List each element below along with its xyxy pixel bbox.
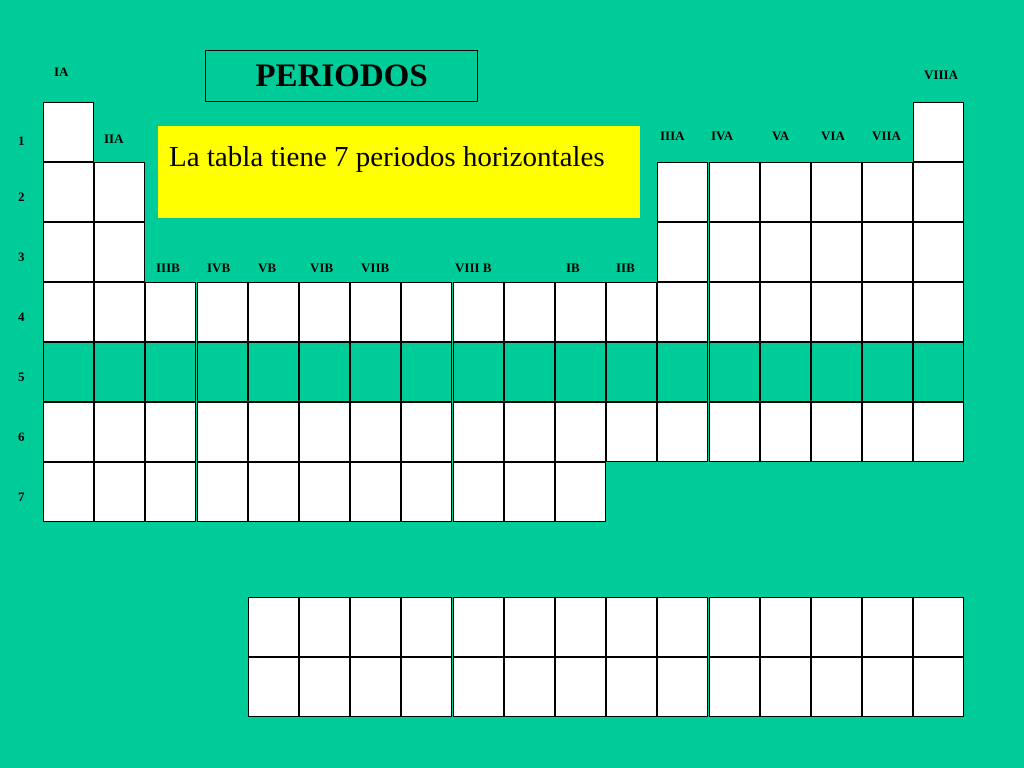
group-label-viiib: VIII B [455, 260, 492, 275]
element-cell [248, 342, 299, 402]
period-number: 5 [18, 369, 25, 384]
element-cell [248, 657, 299, 717]
element-cell [657, 342, 708, 402]
element-cell [453, 462, 504, 522]
element-cell [94, 162, 145, 222]
element-cell [913, 402, 964, 462]
element-cell [401, 462, 452, 522]
element-cell [350, 402, 401, 462]
element-cell [555, 657, 606, 717]
element-cell [145, 342, 196, 402]
element-cell [145, 282, 196, 342]
element-cell [453, 597, 504, 657]
element-cell [709, 402, 760, 462]
element-cell [862, 282, 913, 342]
group-label-vb: VB [258, 260, 277, 275]
element-cell [43, 162, 94, 222]
element-cell [94, 222, 145, 282]
element-cell [197, 402, 248, 462]
callout-text: La tabla tiene 7 periodos horizontales [169, 141, 605, 173]
element-cell [197, 342, 248, 402]
period-number: 2 [18, 189, 25, 204]
element-cell [862, 597, 913, 657]
element-cell [453, 342, 504, 402]
element-cell [453, 282, 504, 342]
element-cell [657, 162, 708, 222]
element-cell [862, 342, 913, 402]
element-cell [657, 597, 708, 657]
element-cell [913, 102, 964, 162]
element-cell [197, 282, 248, 342]
element-cell [555, 462, 606, 522]
element-cell [606, 282, 657, 342]
element-cell [606, 657, 657, 717]
element-cell [504, 657, 555, 717]
element-cell [606, 342, 657, 402]
element-cell [401, 402, 452, 462]
element-cell [760, 282, 811, 342]
element-cell [94, 282, 145, 342]
element-cell [299, 342, 350, 402]
element-cell [350, 462, 401, 522]
element-cell [913, 342, 964, 402]
element-cell [862, 657, 913, 717]
element-cell [811, 222, 862, 282]
element-cell [43, 342, 94, 402]
element-cell [913, 162, 964, 222]
group-label-iia: IIA [104, 131, 124, 146]
element-cell [248, 282, 299, 342]
group-label-viib: VIIB [361, 260, 390, 275]
group-label-ivb: IVB [207, 260, 231, 275]
element-cell [94, 342, 145, 402]
element-cell [709, 222, 760, 282]
element-cell [453, 657, 504, 717]
element-cell [862, 222, 913, 282]
element-cell [760, 222, 811, 282]
element-cell [555, 282, 606, 342]
element-cell [248, 402, 299, 462]
element-cell [913, 222, 964, 282]
element-cell [811, 402, 862, 462]
element-cell [43, 222, 94, 282]
element-cell [197, 462, 248, 522]
element-cell [811, 282, 862, 342]
element-cell [555, 342, 606, 402]
element-cell [350, 597, 401, 657]
period-number: 4 [18, 309, 25, 324]
element-cell [504, 597, 555, 657]
group-label-iib: IIB [616, 260, 635, 275]
element-cell [657, 222, 708, 282]
element-cell [145, 402, 196, 462]
element-cell [299, 282, 350, 342]
element-cell [760, 402, 811, 462]
group-label-vib: VIB [310, 260, 334, 275]
element-cell [504, 462, 555, 522]
element-cell [760, 342, 811, 402]
element-cell [43, 402, 94, 462]
element-cell [401, 597, 452, 657]
group-label-viia: VIIA [872, 128, 901, 143]
element-cell [709, 162, 760, 222]
period-number: 7 [18, 489, 25, 504]
element-cell [504, 342, 555, 402]
group-label-viiia: VIIIA [924, 67, 958, 82]
element-cell [401, 657, 452, 717]
element-cell [43, 102, 94, 162]
element-cell [913, 282, 964, 342]
period-number: 1 [18, 133, 25, 148]
element-cell [760, 597, 811, 657]
element-cell [504, 282, 555, 342]
group-label-va: VA [772, 128, 790, 143]
element-cell [555, 402, 606, 462]
element-cell [709, 657, 760, 717]
element-cell [862, 162, 913, 222]
element-cell [657, 402, 708, 462]
period-number: 6 [18, 429, 25, 444]
callout-box [158, 126, 640, 218]
element-cell [555, 597, 606, 657]
element-cell [811, 162, 862, 222]
element-cell [145, 462, 196, 522]
element-cell [248, 597, 299, 657]
group-label-ia: IA [54, 64, 69, 79]
element-cell [811, 342, 862, 402]
element-cell [606, 597, 657, 657]
element-cell [606, 402, 657, 462]
element-cell [709, 342, 760, 402]
group-label-ib: IB [566, 260, 580, 275]
element-cell [401, 342, 452, 402]
element-cell [504, 402, 555, 462]
element-cell [862, 402, 913, 462]
element-cell [350, 282, 401, 342]
element-cell [94, 462, 145, 522]
element-cell [913, 597, 964, 657]
element-cell [94, 402, 145, 462]
element-cell [709, 282, 760, 342]
element-cell [913, 657, 964, 717]
element-cell [657, 282, 708, 342]
element-cell [43, 282, 94, 342]
element-cell [350, 657, 401, 717]
group-label-via: VIA [821, 128, 845, 143]
element-cell [811, 597, 862, 657]
element-cell [43, 462, 94, 522]
element-cell [453, 402, 504, 462]
element-cell [248, 462, 299, 522]
element-cell [760, 162, 811, 222]
element-cell [401, 282, 452, 342]
element-cell [811, 657, 862, 717]
element-cell [299, 462, 350, 522]
title-box [205, 50, 478, 102]
element-cell [299, 402, 350, 462]
element-cell [657, 657, 708, 717]
period-number: 3 [18, 249, 25, 264]
group-label-iiib: IIIB [156, 260, 180, 275]
element-cell [299, 597, 350, 657]
element-cell [299, 657, 350, 717]
group-label-iiia: IIIA [660, 128, 685, 143]
page-title: PERIODOS [255, 57, 428, 94]
group-label-iva: IVA [711, 128, 734, 143]
element-cell [709, 597, 760, 657]
element-cell [760, 657, 811, 717]
element-cell [350, 342, 401, 402]
